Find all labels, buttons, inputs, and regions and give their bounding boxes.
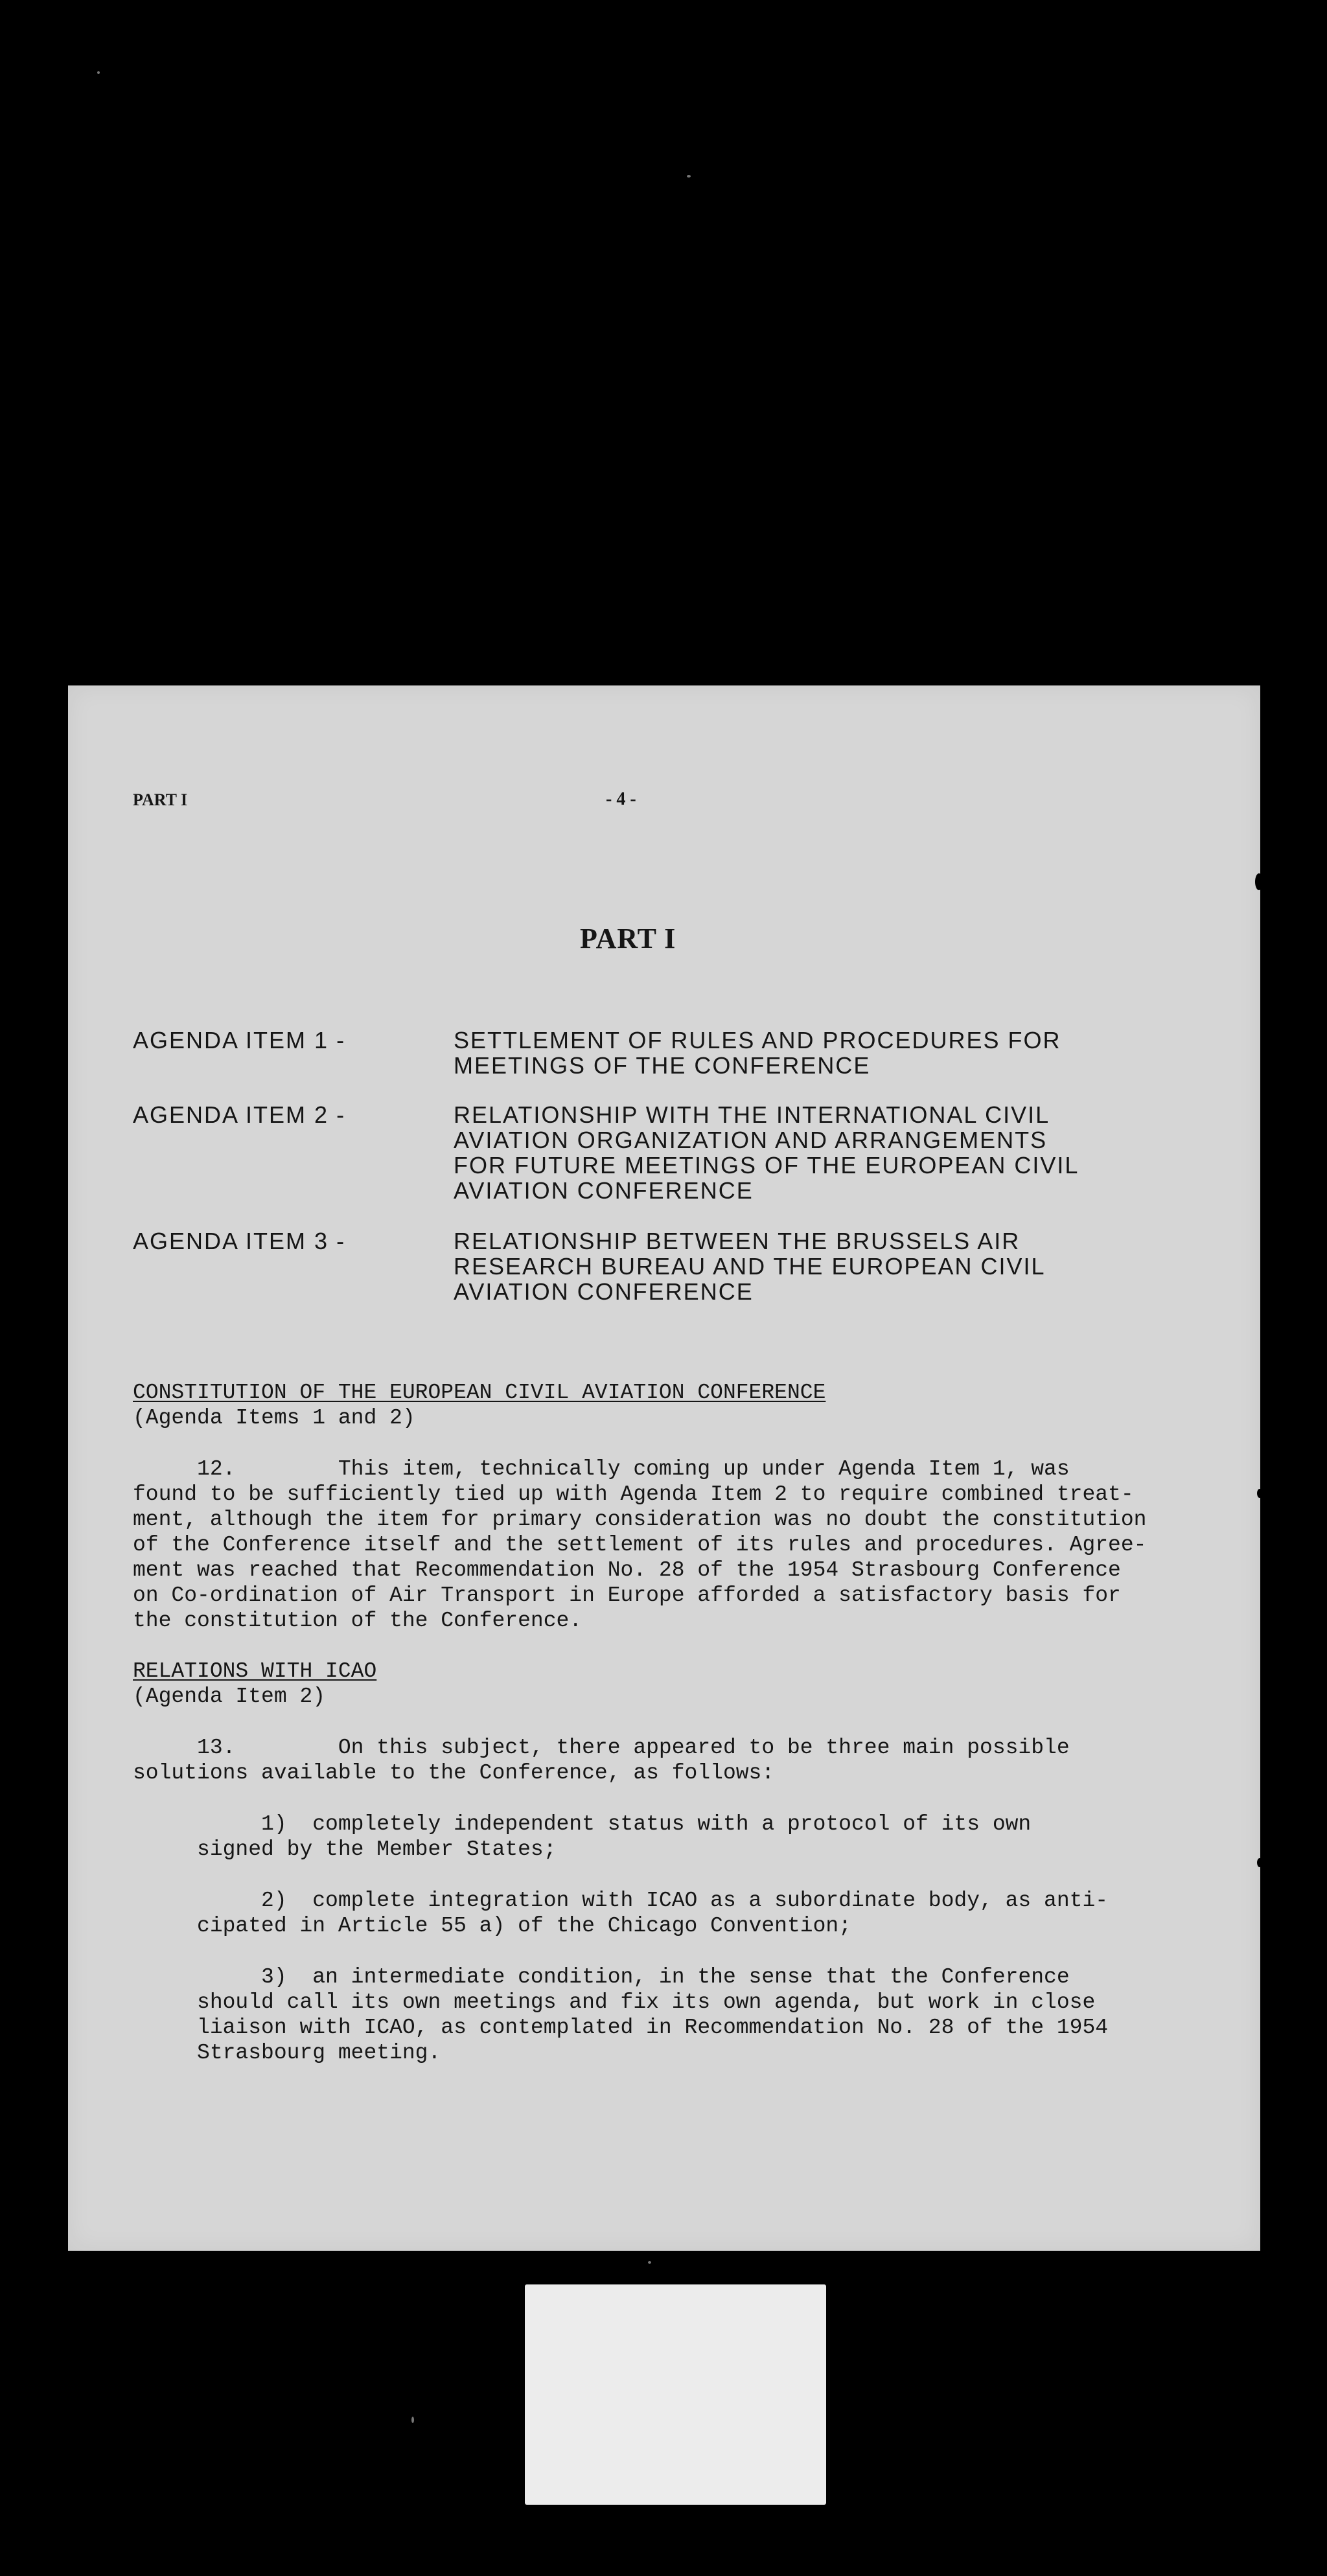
paragraph-line: ment was reached that Recommendation No. 28 of the 1954 Strasbourg Conference — [133, 1558, 1121, 1582]
paragraph-line: should call its own meetings and fix its own agenda, but work in close — [133, 1990, 1096, 2014]
paragraph-line: liaison with ICAO, as contemplated in Recommendation No. 28 of the 1954 — [133, 2016, 1109, 2040]
page-title: PART I — [580, 923, 676, 954]
paragraph-line: cipated in Article 55 a) of the Chicago Convention; — [133, 1914, 851, 1938]
agenda-item-line: SETTLEMENT OF RULES AND PROCEDURES FOR — [454, 1027, 1061, 1053]
paragraph-line: ment, although the item for primary consideration was no doubt the constitution — [133, 1508, 1147, 1532]
agenda-item-line: MEETINGS OF THE CONFERENCE — [454, 1052, 871, 1079]
paragraph-line: solutions available to the Conference, as follows: — [133, 1761, 775, 1785]
paragraph-line: 3) an intermediate condition, in the sense that the Conference — [133, 1965, 1070, 1989]
paragraph-line: Strasbourg meeting. — [133, 2041, 441, 2065]
paragraph-13 — [133, 1735, 1070, 1786]
paragraph-line: on Co-ordination of Air Transport in Europe afforded a satisfactory basis for — [133, 1583, 1121, 1607]
dust-speck — [648, 2261, 651, 2264]
blank-card — [525, 2284, 826, 2505]
paragraph-line: the constitution of the Conference. — [133, 1609, 583, 1633]
agenda-item-line: AVIATION CONFERENCE — [454, 1177, 754, 1204]
agenda-item-label: AGENDA ITEM 3 - — [133, 1228, 346, 1254]
agenda-item-line: AVIATION ORGANIZATION AND ARRANGEMENTS — [454, 1127, 1048, 1153]
paragraph-line: 2) complete integration with ICAO as a subordinate body, as anti- — [133, 1889, 1109, 1913]
page-number: - 4 - — [606, 789, 636, 809]
section-heading: CONSTITUTION OF THE EUROPEAN CIVIL AVIATION CONFERENCE — [133, 1381, 826, 1405]
scan-edge-mark — [1255, 873, 1263, 890]
section-subheading: (Agenda Item 2) — [133, 1685, 326, 1708]
paragraph-line: of the Conference itself and the settlement of its rules and procedures. Agree- — [133, 1533, 1147, 1557]
paragraph-line: 13. On this subject, there appeared to be three main possible — [133, 1736, 1070, 1760]
section-relations-icao — [133, 1659, 376, 1709]
dust-speck — [97, 71, 100, 74]
agenda-item-label: AGENDA ITEM 2 - — [133, 1101, 346, 1128]
option-2 — [133, 1888, 1108, 1938]
option-1 — [133, 1811, 1031, 1862]
running-header-part: PART I — [133, 790, 188, 809]
section-subheading: (Agenda Items 1 and 2) — [133, 1406, 415, 1430]
agenda-item-text — [454, 1028, 1199, 1078]
paragraph-line: signed by the Member States; — [133, 1837, 557, 1861]
section-heading: RELATIONS WITH ICAO — [133, 1659, 377, 1683]
agenda-item-text — [454, 1228, 1199, 1304]
scan-edge-mark — [1257, 1858, 1262, 1867]
agenda-item-line: RESEARCH BUREAU AND THE EUROPEAN CIVIL — [454, 1253, 1046, 1280]
dust-speck — [411, 2417, 414, 2423]
agenda-item-line: AVIATION CONFERENCE — [454, 1278, 754, 1305]
agenda-item-line: RELATIONSHIP BETWEEN THE BRUSSELS AIR — [454, 1228, 1021, 1254]
option-3 — [133, 1964, 1108, 2065]
agenda-item-label: AGENDA ITEM 1 - — [133, 1027, 346, 1053]
document-page — [68, 685, 1260, 2251]
paragraph-12 — [133, 1456, 1146, 1633]
agenda-item-text — [454, 1102, 1199, 1203]
scan-edge-mark — [1257, 1489, 1262, 1498]
section-constitution — [133, 1380, 825, 1431]
paragraph-line: found to be sufficiently tied up with Agenda Item 2 to require combined treat- — [133, 1482, 1134, 1506]
paragraph-line: 12. This item, technically coming up under Agenda Item 1, was — [133, 1457, 1070, 1481]
dust-speck — [687, 175, 691, 178]
agenda-item-line: FOR FUTURE MEETINGS OF THE EUROPEAN CIVIL — [454, 1152, 1079, 1179]
agenda-item-line: RELATIONSHIP WITH THE INTERNATIONAL CIVIL — [454, 1101, 1050, 1128]
paragraph-line: 1) completely independent status with a protocol of its own — [133, 1812, 1032, 1836]
